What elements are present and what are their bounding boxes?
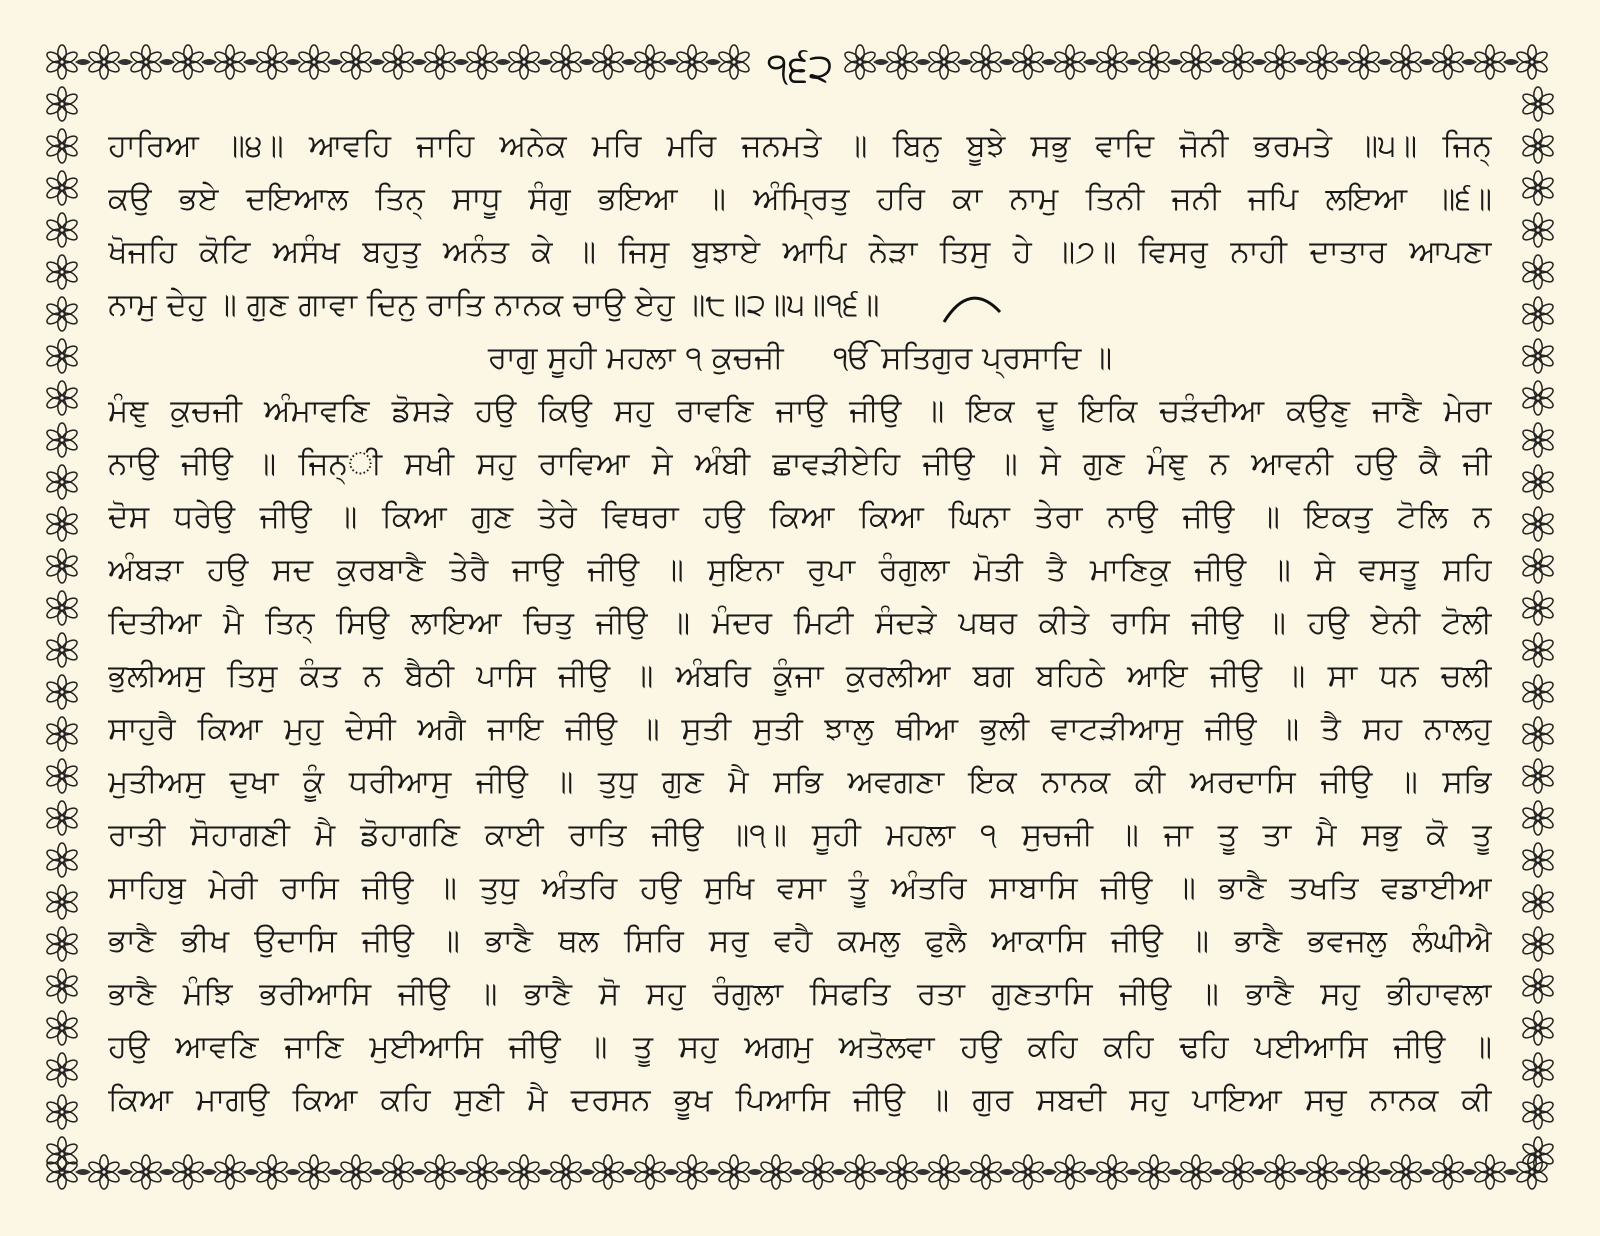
flower-ornament-icon (1521, 297, 1555, 331)
leaf-ornament-icon (1419, 59, 1435, 65)
flower-ornament-icon (1389, 1155, 1423, 1189)
flower-ornament-icon (297, 1155, 331, 1189)
flower-ornament-icon (1521, 381, 1555, 415)
flower-ornament-icon (423, 45, 457, 79)
flower-ornament-icon (1305, 45, 1339, 79)
flower-ornament-icon (1431, 45, 1465, 79)
leaf-ornament-icon (1251, 59, 1267, 65)
leaf-ornament-icon (1461, 1169, 1477, 1175)
leaf-ornament-icon (1125, 59, 1141, 65)
text-line: ਕਿਆ ਮਾਗਉ ਕਿਆ ਕਹਿ ਸੁਣੀ ਮੈ ਦਰਸਨ ਭੂਖ ਪਿਆਸਿ ਜੀਉ ॥ ਗੁਰ ਸਬਦੀ ਸਹੁ ਪਾਇਆ ਸਚੁ ਨਾਨਕ ਕੀ (108, 1082, 1492, 1118)
flower-ornament-icon (927, 1155, 961, 1189)
flower-ornament-icon (507, 1155, 541, 1189)
flower-ornament-icon (45, 423, 79, 457)
flower-ornament-icon (45, 885, 79, 919)
flower-ornament-icon (1431, 1155, 1465, 1189)
leaf-ornament-icon (873, 1169, 889, 1175)
flower-ornament-icon (1179, 45, 1213, 79)
leaf-ornament-icon (1293, 59, 1309, 65)
flower-ornament-icon (759, 1155, 793, 1189)
text-line: ਭਾਣੈ ਭੀਖ ਉਦਾਸਿ ਜੀਉ ॥ ਭਾਣੈ ਥਲ ਸਿਰਿ ਸਰੁ ਵਹੈ ਕਮਲੁ ਫੁਲੈ ਆਕਾਸਿ ਜੀਉ ॥ ਭਾਣੈ ਭਵਜਲੁ ਲੰਘੀਐ (108, 923, 1492, 959)
text-line: ਸਾਹਿਬੁ ਮੇਰੀ ਰਾਸਿ ਜੀਉ ॥ ਤੁਧੁ ਅੰਤਰਿ ਹਉ ਸੁਖਿ ਵਸਾ ਤੂੰ ਅੰਤਰਿ ਸਾਬਾਸਿ ਜੀਉ ॥ ਭਾਣੈ ਤਖਤਿ ਵਡਾਈਆ (108, 870, 1492, 906)
leaf-ornament-icon (495, 59, 511, 65)
flower-ornament-icon (1221, 45, 1255, 79)
text-line: ਦਿਤੀਆ ਮੈ ਤਿਨ੍ ਸਿਉ ਲਾਇਆ ਚਿਤੁ ਜੀਉ ॥ ਮੰਦਰ ਮਿਟੀ ਸੰਦੜੇ ਪਥਰ ਕੀਤੇ ਰਾਸਿ ਜੀਉ ॥ ਹਉ ਏਨੀ ਟੋਲੀ (108, 605, 1492, 641)
text-line: ਮੰਞੁ ਕੁਚਜੀ ਅੰਮਾਵਣਿ ਡੋਸੜੇ ਹਉ ਕਿਉ ਸਹੁ ਰਾਵਣਿ ਜਾਉ ਜੀਉ ॥ ਇਕ ਦੂ ਇਕਿ ਚੜੰਦੀਆ ਕਉਣੁ ਜਾਣੈ ਮੇਰਾ (108, 393, 1492, 429)
flower-ornament-icon (45, 381, 79, 415)
flower-ornament-icon (1521, 213, 1555, 247)
flower-ornament-icon (45, 969, 79, 1003)
flower-ornament-icon (1521, 591, 1555, 625)
flower-ornament-icon (381, 45, 415, 79)
flower-ornament-icon (1137, 1155, 1171, 1189)
flower-ornament-icon (465, 45, 499, 79)
text-line: ਦੋਸ ਧਰੇਉ ਜੀਉ ॥ ਕਿਆ ਗੁਣ ਤੇਰੇ ਵਿਥਰਾ ਹਉ ਕਿਆ ਕਿਆ ਘਿਨਾ ਤੇਰਾ ਨਾਉ ਜੀਉ ॥ ਇਕਤੁ ਟੋਲਿ ਨ (108, 499, 1492, 535)
leaf-ornament-icon (243, 1169, 259, 1175)
text-line: ਭਾਣੈ ਮੰਝਿ ਭਰੀਆਸਿ ਜੀਉ ॥ ਭਾਣੈ ਸੋ ਸਹੁ ਰੰਗੁਲਾ ਸਿਫਤਿ ਰਤਾ ਗੁਣਤਾਸਿ ਜੀਉ ॥ ਭਾਣੈ ਸਹੁ ਭੀਹਾਵਲਾ (108, 976, 1492, 1012)
flower-ornament-icon (339, 1155, 373, 1189)
leaf-ornament-icon (831, 1169, 847, 1175)
flower-ornament-icon (969, 45, 1003, 79)
flower-ornament-icon (1473, 1155, 1507, 1189)
leaf-ornament-icon (915, 59, 931, 65)
leaf-ornament-icon (327, 1169, 343, 1175)
flower-ornament-icon (213, 45, 247, 79)
flower-ornament-icon (1053, 1155, 1087, 1189)
flower-ornament-icon (45, 507, 79, 541)
leaf-ornament-icon (999, 1169, 1015, 1175)
pen-mark-arc (940, 286, 1010, 326)
leaf-ornament-icon (621, 59, 637, 65)
flower-ornament-icon (213, 1155, 247, 1189)
flower-ornament-icon (45, 843, 79, 877)
flower-ornament-icon (507, 45, 541, 79)
leaf-ornament-icon (1419, 1169, 1435, 1175)
leaf-ornament-icon (1167, 1169, 1183, 1175)
leaf-ornament-icon (117, 1169, 133, 1175)
flower-ornament-icon (1347, 45, 1381, 79)
flower-ornament-icon (843, 1155, 877, 1189)
leaf-ornament-icon (495, 1169, 511, 1175)
heading-title: ਰਾਗੁ ਸੂਹੀ ਮਹਲਾ ੧ ਕੁਚਜੀ (487, 340, 784, 376)
leaf-ornament-icon (75, 59, 91, 65)
flower-ornament-icon (1521, 129, 1555, 163)
leaf-ornament-icon (579, 59, 595, 65)
flower-ornament-icon (1347, 1155, 1381, 1189)
flower-ornament-icon (1515, 1155, 1549, 1189)
flower-ornament-icon (1389, 45, 1423, 79)
flower-ornament-icon (1521, 171, 1555, 205)
leaf-ornament-icon (285, 59, 301, 65)
text-line: ਭੁਲੀਅਸੁ ਤਿਸੁ ਕੰਤ ਨ ਬੈਠੀ ਪਾਸਿ ਜੀਉ ॥ ਅੰਬਰਿ ਕੂੰਜਾ ਕੁਰਲੀਆ ਬਗ ਬਹਿਠੇ ਆਇ ਜੀਉ ॥ ਸਾ ਧਨ ਚਲੀ (108, 658, 1492, 694)
flower-ornament-icon (1179, 1155, 1213, 1189)
flower-ornament-icon (255, 45, 289, 79)
flower-ornament-icon (633, 1155, 667, 1189)
flower-ornament-icon (45, 927, 79, 961)
text-line: ਨਾਮੁ ਦੇਹੁ ॥ ਗੁਣ ਗਾਵਾ ਦਿਨੁ ਰਾਤਿ ਨਾਨਕ ਚਾਉ ਏਹੁ ॥੮॥੨॥੫॥੧੬॥ (108, 287, 880, 323)
leaf-ornament-icon (1461, 59, 1477, 65)
leaf-ornament-icon (1503, 59, 1519, 65)
flower-ornament-icon (1521, 1011, 1555, 1045)
leaf-ornament-icon (537, 59, 553, 65)
flower-ornament-icon (1521, 633, 1555, 667)
flower-ornament-icon (633, 45, 667, 79)
flower-ornament-icon (45, 759, 79, 793)
flower-ornament-icon (1521, 255, 1555, 289)
leaf-ornament-icon (1167, 59, 1183, 65)
flower-ornament-icon (45, 465, 79, 499)
flower-ornament-icon (465, 1155, 499, 1189)
flower-ornament-icon (45, 675, 79, 709)
flower-ornament-icon (1521, 759, 1555, 793)
flower-ornament-icon (87, 1155, 121, 1189)
flower-ornament-icon (45, 213, 79, 247)
leaf-ornament-icon (201, 59, 217, 65)
leaf-ornament-icon (1335, 59, 1351, 65)
flower-ornament-icon (1521, 87, 1555, 121)
flower-ornament-icon (1521, 423, 1555, 457)
flower-ornament-icon (1305, 1155, 1339, 1189)
flower-ornament-icon (549, 45, 583, 79)
flower-ornament-icon (591, 1155, 625, 1189)
flower-ornament-icon (45, 171, 79, 205)
flower-ornament-icon (717, 1155, 751, 1189)
leaf-ornament-icon (327, 59, 343, 65)
leaf-ornament-icon (75, 1169, 91, 1175)
flower-ornament-icon (1521, 675, 1555, 709)
text-line: ਸਾਹੁਰੈ ਕਿਆ ਮੁਹੁ ਦੇਸੀ ਅਗੈ ਜਾਇ ਜੀਉ ॥ ਸੁਤੀ ਸੁਤੀ ਝਾਲੁ ਥੀਆ ਭੁਲੀ ਵਾਟੜੀਆਸੁ ਜੀਉ ॥ ਤੈ ਸਹ ਨਾਲਹੁ (108, 711, 1492, 747)
flower-ornament-icon (1521, 507, 1555, 541)
leaf-ornament-icon (1125, 1169, 1141, 1175)
raag-heading (108, 332, 1492, 385)
flower-ornament-icon (339, 45, 373, 79)
flower-ornament-icon (1263, 1155, 1297, 1189)
text-line: ਹਾਰਿਆ ॥੪॥ ਆਵਹਿ ਜਾਹਿ ਅਨੇਕ ਮਰਿ ਮਰਿ ਜਨਮਤੇ ॥ ਬਿਨੁ ਬੂਝੇ ਸਭੁ ਵਾਦਿ ਜੋਨੀ ਭਰਮਤੇ ॥੫॥ ਜਿਨ੍ (108, 128, 1492, 164)
leaf-ornament-icon (537, 1169, 553, 1175)
flower-ornament-icon (45, 45, 79, 79)
flower-ornament-icon (1095, 45, 1129, 79)
leaf-ornament-icon (369, 1169, 385, 1175)
flower-ornament-icon (45, 717, 79, 751)
flower-ornament-icon (1095, 1155, 1129, 1189)
leaf-ornament-icon (789, 1169, 805, 1175)
flower-ornament-icon (549, 1155, 583, 1189)
flower-ornament-icon (45, 1011, 79, 1045)
flower-ornament-icon (45, 87, 79, 121)
flower-ornament-icon (381, 1155, 415, 1189)
flower-ornament-icon (1521, 549, 1555, 583)
leaf-ornament-icon (957, 59, 973, 65)
flower-ornament-icon (423, 1155, 457, 1189)
flower-ornament-icon (45, 549, 79, 583)
flower-ornament-icon (45, 591, 79, 625)
flower-ornament-icon (45, 297, 79, 331)
leaf-ornament-icon (663, 59, 679, 65)
mool-mantar: ੴ ਸਤਿਗੁਰ ਪ੍ਰਸਾਦਿ ॥ (833, 340, 1113, 376)
text-line: ਅੰਬੜਾ ਹਉ ਸਦ ਕੁਰਬਾਣੈ ਤੇਰੈ ਜਾਉ ਜੀਉ ॥ ਸੁਇਨਾ ਰੁਪਾ ਰੰਗੁਲਾ ਮੋਤੀ ਤੈ ਮਾਣਿਕੁ ਜੀਉ ॥ ਸੇ ਵਸਤੂ ਸਹਿ (108, 552, 1492, 588)
leaf-ornament-icon (957, 1169, 973, 1175)
text-line: ਕਉ ਭਏ ਦਇਆਲ ਤਿਨ੍ ਸਾਧੂ ਸੰਗੁ ਭਇਆ ॥ ਅੰਮ੍ਰਿਤੁ ਹਰਿ ਕਾ ਨਾਮੁ ਤਿਨੀ ਜਨੀ ਜਪਿ ਲਇਆ ॥੬॥ (108, 181, 1492, 217)
flower-ornament-icon (1473, 45, 1507, 79)
leaf-ornament-icon (999, 59, 1015, 65)
flower-ornament-icon (255, 1155, 289, 1189)
leaf-ornament-icon (369, 59, 385, 65)
text-line: ਮੁਤੀਅਸੁ ਦੁਖਾ ਕੂੰ ਧਰੀਆਸੁ ਜੀਉ ॥ ਤੁਧੁ ਗੁਣ ਮੈ ਸਭਿ ਅਵਗਣਾ ਇਕ ਨਾਨਕ ਕੀ ਅਰਦਾਸਿ ਜੀਉ ॥ ਸਭਿ (108, 764, 1492, 800)
flower-ornament-icon (1137, 45, 1171, 79)
flower-ornament-icon (45, 129, 79, 163)
flower-ornament-icon (591, 45, 625, 79)
flower-ornament-icon (1521, 339, 1555, 373)
flower-ornament-icon (129, 1155, 163, 1189)
leaf-ornament-icon (621, 1169, 637, 1175)
leaf-ornament-icon (1041, 1169, 1057, 1175)
leaf-ornament-icon (747, 1169, 763, 1175)
leaf-ornament-icon (1209, 59, 1225, 65)
leaf-ornament-icon (159, 1169, 175, 1175)
flower-ornament-icon (45, 1095, 79, 1129)
flower-ornament-icon (1521, 717, 1555, 751)
flower-ornament-icon (297, 45, 331, 79)
leaf-ornament-icon (1041, 59, 1057, 65)
leaf-ornament-icon (1377, 1169, 1393, 1175)
flower-ornament-icon (45, 1053, 79, 1087)
flower-ornament-icon (129, 45, 163, 79)
flower-ornament-icon (1011, 45, 1045, 79)
flower-ornament-icon (1521, 1095, 1555, 1129)
text-line: ਖੋਜਹਿ ਕੋਟਿ ਅਸੰਖ ਬਹੁਤੁ ਅਨੰਤ ਕੇ ॥ ਜਿਸੁ ਬੁਝਾਏ ਆਪਿ ਨੇੜਾ ਤਿਸੁ ਹੇ ॥੭॥ ਵਿਸਰੁ ਨਾਹੀ ਦਾਤਾਰ ਆਪਣਾ (108, 234, 1492, 270)
flower-ornament-icon (45, 255, 79, 289)
leaf-ornament-icon (1209, 1169, 1225, 1175)
leaf-ornament-icon (1377, 59, 1393, 65)
leaf-ornament-icon (915, 1169, 931, 1175)
leaf-ornament-icon (1251, 1169, 1267, 1175)
flower-ornament-icon (1053, 45, 1087, 79)
flower-ornament-icon (1263, 45, 1297, 79)
text-line: ਹਉ ਆਵਣਿ ਜਾਣਿ ਮੁਈਆਸਿ ਜੀਉ ॥ ਤੂ ਸਹੁ ਅਗਮੁ ਅਤੋਲਵਾ ਹਉ ਕਹਿ ਕਹਿ ਢਹਿ ਪਈਆਸਿ ਜੀਉ ॥ (108, 1029, 1492, 1065)
leaf-ornament-icon (1083, 1169, 1099, 1175)
flower-ornament-icon (1011, 1155, 1045, 1189)
flower-ornament-icon (927, 45, 961, 79)
flower-ornament-icon (1521, 927, 1555, 961)
flower-ornament-icon (969, 1155, 1003, 1189)
flower-ornament-icon (45, 1137, 79, 1171)
leaf-ornament-icon (1293, 1169, 1309, 1175)
flower-ornament-icon (171, 45, 205, 79)
text-line: ਰਾਤੀ ਸੋਹਾਗਣੀ ਮੈ ਡੋਹਾਗਣਿ ਕਾਈ ਰਾਤਿ ਜੀਉ ॥੧॥ ਸੂਹੀ ਮਹਲਾ ੧ ਸੁਚਜੀ ॥ ਜਾ ਤੂ ਤਾ ਮੈ ਸਭੁ ਕੋ ਤੂ (108, 817, 1492, 853)
scripture-text (108, 120, 1492, 1127)
text-line: ਨਾਉ ਜੀਉ ॥ ਜਿਨ੍ੀ ਸਖੀ ਸਹੁ ਰਾਵਿਆ ਸੇ ਅੰਬੀ ਛਾਵੜੀਏਹਿ ਜੀਉ ॥ ਸੇ ਗੁਣ ਮੰਞੁ ਨ ਆਵਨੀ ਹਉ ਕੈ ਜੀ (108, 446, 1492, 482)
leaf-ornament-icon (453, 59, 469, 65)
flower-ornament-icon (1521, 843, 1555, 877)
flower-ornament-icon (87, 45, 121, 79)
flower-ornament-icon (1521, 1053, 1555, 1087)
leaf-ornament-icon (1503, 1169, 1519, 1175)
leaf-ornament-icon (159, 59, 175, 65)
flower-ornament-icon (801, 1155, 835, 1189)
flower-ornament-icon (45, 339, 79, 373)
flower-ornament-icon (45, 801, 79, 835)
flower-ornament-icon (1521, 465, 1555, 499)
flower-ornament-icon (1221, 1155, 1255, 1189)
flower-ornament-icon (171, 1155, 205, 1189)
leaf-ornament-icon (705, 1169, 721, 1175)
flower-ornament-icon (45, 633, 79, 667)
page-number: ੧੬੨ (766, 45, 834, 91)
leaf-ornament-icon (411, 1169, 427, 1175)
leaf-ornament-icon (453, 1169, 469, 1175)
flower-ornament-icon (885, 1155, 919, 1189)
flower-ornament-icon (45, 1155, 79, 1189)
flower-ornament-icon (1521, 1137, 1555, 1171)
leaf-ornament-icon (579, 1169, 595, 1175)
leaf-ornament-icon (117, 59, 133, 65)
flower-ornament-icon (1521, 969, 1555, 1003)
flower-ornament-icon (1515, 45, 1549, 79)
leaf-ornament-icon (663, 1169, 679, 1175)
leaf-ornament-icon (1335, 1169, 1351, 1175)
leaf-ornament-icon (1083, 59, 1099, 65)
leaf-ornament-icon (201, 1169, 217, 1175)
flower-ornament-icon (675, 1155, 709, 1189)
flower-ornament-icon (1521, 801, 1555, 835)
flower-ornament-icon (1521, 885, 1555, 919)
leaf-ornament-icon (243, 59, 259, 65)
leaf-ornament-icon (411, 59, 427, 65)
leaf-ornament-icon (285, 1169, 301, 1175)
